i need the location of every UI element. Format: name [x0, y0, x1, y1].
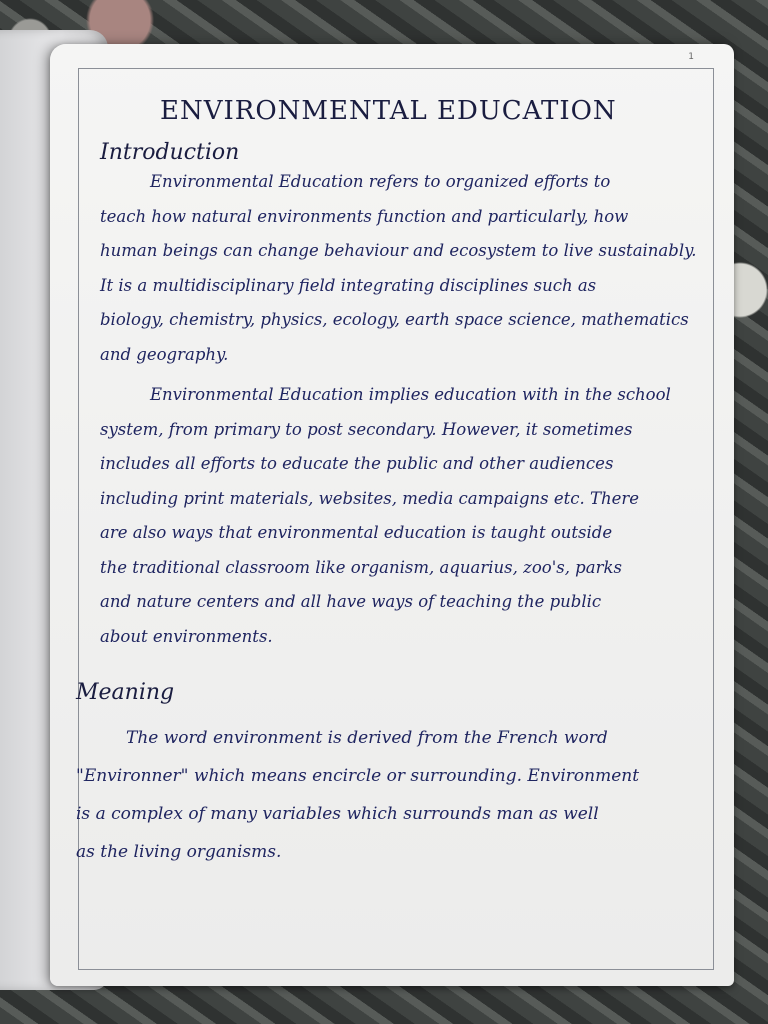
- text-line: The word environment is derived from the French word: [126, 728, 608, 748]
- page-text: [76, 92, 700, 871]
- text-line: system, from primary to post secondary. However, it sometimes: [100, 419, 633, 439]
- text-line: includes all efforts to educate the public and other audiences: [100, 454, 614, 473]
- introduction-paragraph-1: [100, 165, 700, 372]
- text-line: Environmental Education implies education with in the school: [150, 385, 671, 404]
- text-line: human beings can change behaviour and ecosystem to live sustainably.: [100, 241, 697, 260]
- text-line: the traditional classroom like organism, aquarius, zoo's, parks: [100, 557, 622, 577]
- text-line: teach how natural environments function and particularly, how: [100, 206, 629, 226]
- text-line: biology, chemistry, physics, ecology, earth space science, mathematics: [100, 310, 689, 329]
- text-line: and geography.: [100, 344, 229, 364]
- text-line: "Environner" which means encircle or surrounding. Environment: [76, 766, 640, 786]
- introduction-paragraph-2: [100, 378, 700, 654]
- page-title: ENVIRONMENTAL EDUCATION: [160, 96, 617, 126]
- meaning-heading: Meaning: [76, 680, 175, 705]
- text-line: including print materials, websites, media campaigns etc. There: [100, 488, 640, 508]
- text-line: Environmental Education refers to organized efforts to: [150, 172, 611, 191]
- text-line: is a complex of many variables which surrounds man as well: [76, 804, 599, 824]
- page-number: 1: [688, 52, 694, 62]
- text-line: and nature centers and all have ways of teaching the public: [100, 592, 602, 611]
- text-line: about environments.: [100, 626, 273, 646]
- text-line: are also ways that environmental education is taught outside: [100, 523, 613, 542]
- text-line: It is a multidisciplinary field integrating disciplines such as: [100, 275, 597, 295]
- introduction-heading: Introduction: [100, 140, 240, 165]
- meaning-paragraph: [76, 719, 700, 871]
- text-line: as the living organisms.: [76, 842, 282, 862]
- notebook-page: [50, 44, 734, 986]
